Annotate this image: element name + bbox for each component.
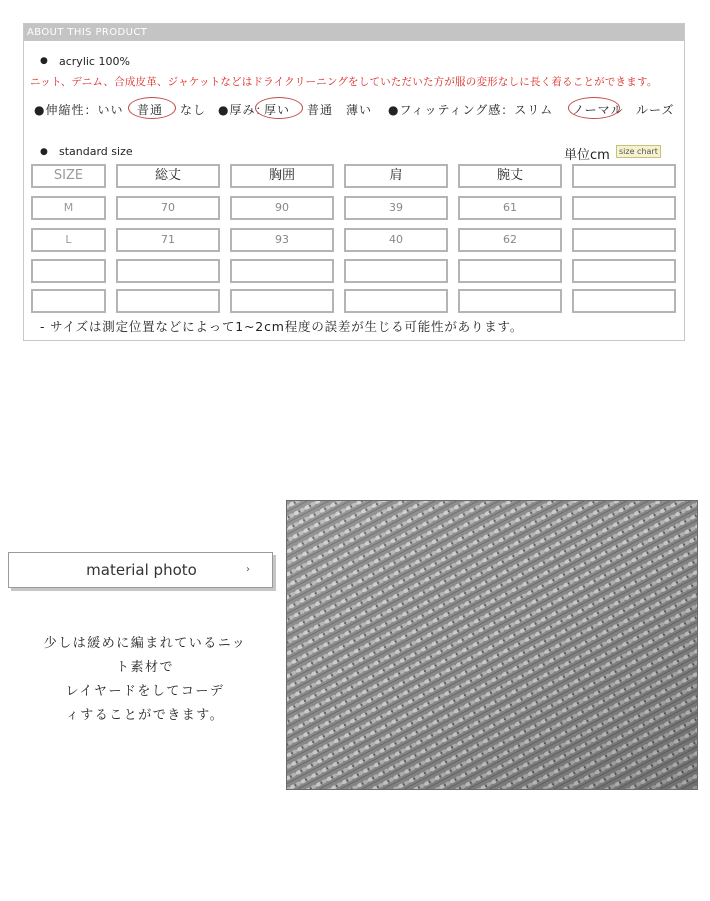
table-cell	[572, 228, 676, 252]
material-photo-label: material photo	[86, 561, 197, 579]
table-cell	[344, 259, 448, 283]
size-footnote: - サイズは測定位置などによって1~2cm程度の誤差が生じる可能性があります。	[40, 319, 524, 334]
table-cell	[230, 259, 334, 283]
knit-fabric-texture-icon	[287, 501, 697, 789]
table-cell: M	[31, 196, 106, 220]
table-cell	[458, 289, 562, 313]
panel-header: ABOUT THIS PRODUCT	[24, 24, 684, 41]
table-cell	[31, 289, 106, 313]
thickness-selected: 厚い	[264, 103, 291, 117]
size-bullet: ●	[40, 147, 48, 157]
table-cell	[116, 259, 220, 283]
table-cell	[572, 289, 676, 313]
fit-selection-circle	[568, 97, 620, 119]
chevron-right-icon: ›	[246, 564, 250, 575]
table-cell: 39	[344, 196, 448, 220]
material-photo-button[interactable]	[8, 552, 273, 588]
table-cell: 93	[230, 228, 334, 252]
table-cell	[572, 259, 676, 283]
fit-rest: ルーズ	[636, 103, 675, 117]
table-cell	[572, 196, 676, 220]
description-line: 少しは緩めに編まれているニッ	[43, 636, 247, 651]
extra-header-cell	[572, 164, 676, 188]
size-header-cell: SIZE	[31, 164, 106, 188]
chest-header-cell: 胸囲	[230, 164, 334, 188]
table-cell: 90	[230, 196, 334, 220]
table-cell	[344, 289, 448, 313]
material-description	[30, 632, 260, 728]
description-line: ィすることができます。	[65, 708, 225, 723]
stretch-label: ●伸縮性：いい	[34, 103, 124, 117]
stretch-selected: 普通	[137, 103, 164, 117]
size-title: standard size	[59, 145, 133, 158]
table-cell: 70	[116, 196, 220, 220]
fit-label: ●フィッティング感：スリム	[388, 103, 554, 117]
stretch-rest: なし	[180, 103, 207, 117]
knit-fabric-photo	[286, 500, 698, 790]
care-note: ニット、デニム、合成皮革、ジャケットなどはドライクリーニングをしていただいた方が服の変形なしに長く着ることができます。	[30, 76, 658, 88]
table-cell: 61	[458, 196, 562, 220]
size-chart-badge: size chart	[616, 145, 661, 158]
thickness-label: ●厚み：	[218, 103, 269, 117]
table-cell: 40	[344, 228, 448, 252]
fit-selected: ノーマル	[572, 103, 624, 117]
sleeve-header-cell: 腕丈	[458, 164, 562, 188]
length-header-cell: 総丈	[116, 164, 220, 188]
table-cell: 71	[116, 228, 220, 252]
description-line: ト素材で	[115, 660, 174, 675]
thickness-rest: 普通 薄い	[307, 103, 373, 117]
thickness-selection-circle	[255, 97, 303, 119]
table-cell	[31, 259, 106, 283]
table-cell: 62	[458, 228, 562, 252]
material-bullet: ●	[40, 56, 48, 66]
stretch-selection-circle	[128, 97, 176, 119]
material-text: acrylic 100%	[59, 55, 130, 68]
table-cell	[230, 289, 334, 313]
table-cell	[458, 259, 562, 283]
table-cell	[116, 289, 220, 313]
shoulder-header-cell: 肩	[344, 164, 448, 188]
table-cell: L	[31, 228, 106, 252]
unit-label: 単位cm	[564, 148, 610, 163]
description-line: レイヤードをしてコーデ	[65, 684, 225, 699]
